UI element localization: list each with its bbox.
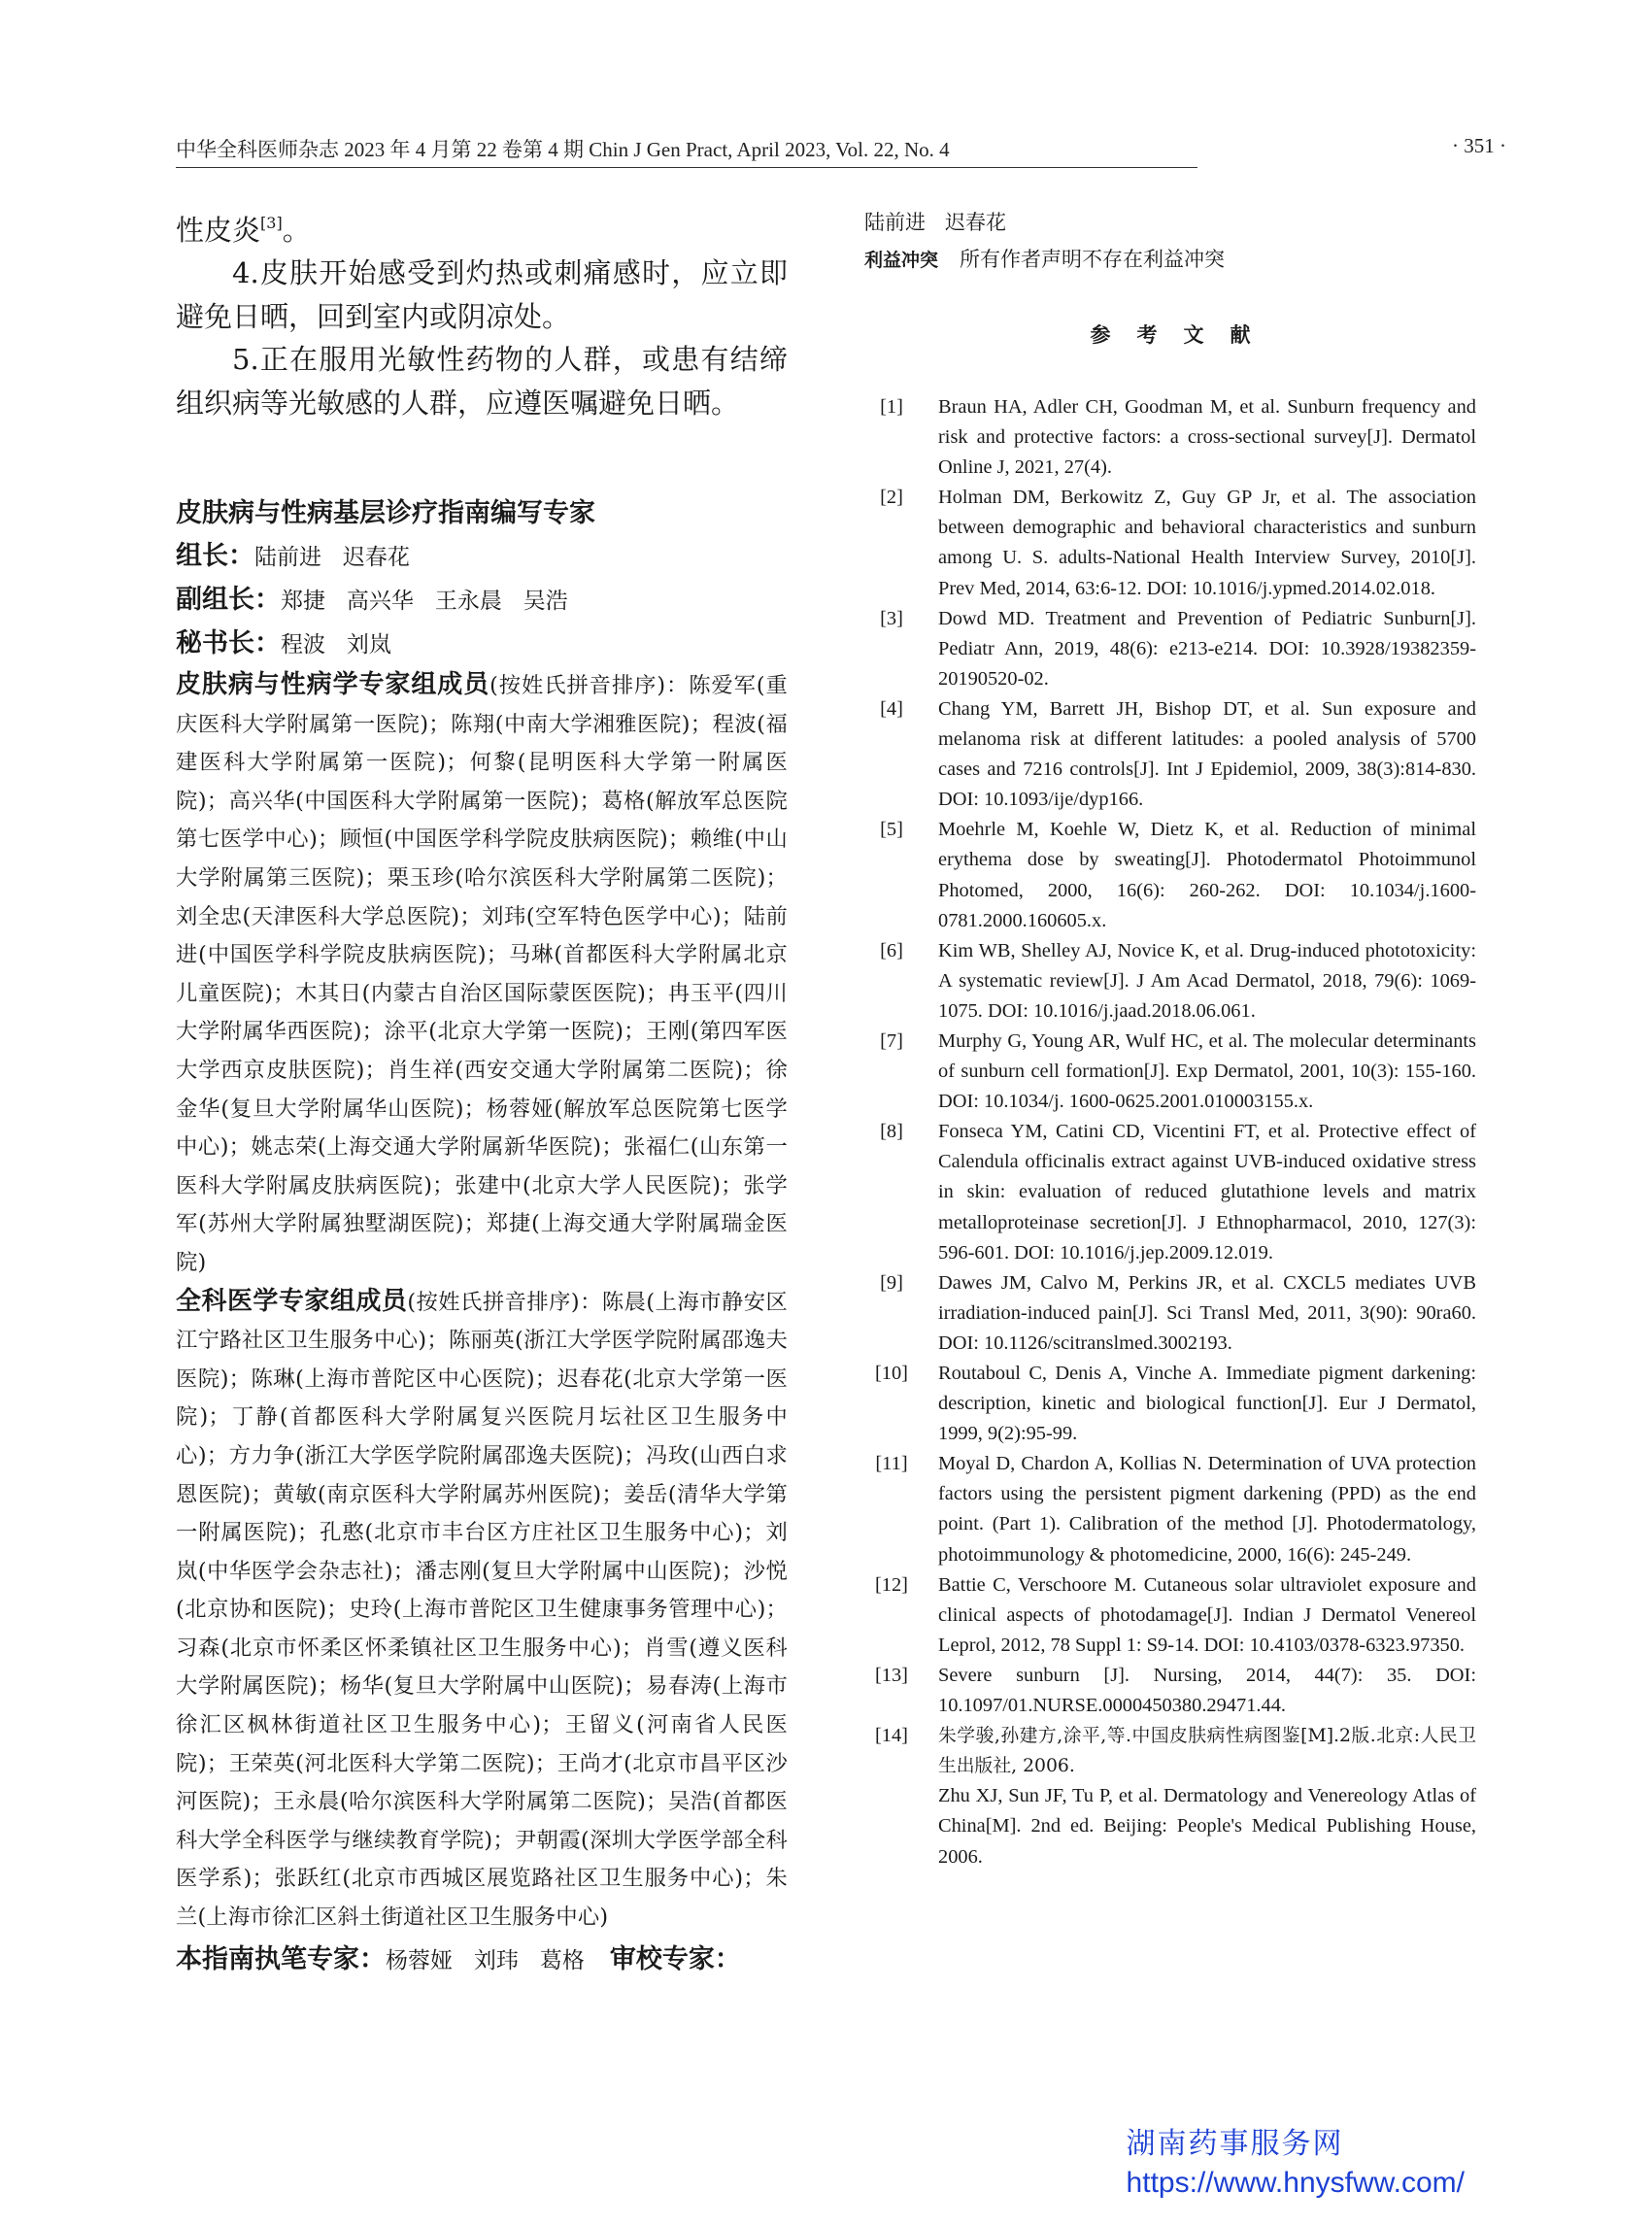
reference-number: [10] bbox=[875, 1363, 908, 1384]
derm-members-label: 皮肤病与性病学专家组成员 bbox=[176, 670, 490, 700]
paragraph-item-5: 5.正在服用光敏性药物的人群，或患有结缔组织病等光敏感的人群，应遵医嘱避免日晒。 bbox=[176, 343, 788, 420]
reference-item bbox=[864, 815, 1476, 935]
secretary-label: 秘书长： bbox=[176, 628, 281, 659]
writer-reviewer-line bbox=[176, 1938, 788, 1983]
reference-text: Routaboul C, Denis A, Vinche A. Immediate pigment darkening: description, kinetic and biological function[J]. Eur J Dermatol, 1999, 9(2):95-99. bbox=[938, 1363, 1476, 1445]
reference-item bbox=[864, 1449, 1476, 1569]
reference-number: [9] bbox=[880, 1271, 903, 1294]
leader-label: 组长： bbox=[176, 541, 254, 572]
reference-item bbox=[864, 1359, 1476, 1449]
reference-text: Zhu XJ, Sun JF, Tu P, et al. Dermatology and Venereology Atlas of China[M]. 2nd ed. Beijing: People's Medical Publishing House, 2006. bbox=[938, 1785, 1476, 1868]
reference-text-zh: 朱学骏,孙建方,涂平,等.中国皮肤病性病图鉴[M].2版.北京:人民卫生出版社, 2006. bbox=[938, 1726, 1476, 1777]
gp-expert-members bbox=[176, 1283, 788, 1938]
reference-text: Battie C, Verschoore M. Cutaneous solar ultraviolet exposure and clinical aspects of photodamage[J]. Indian J Dermatol Venereol Leprol, 2012, 78 Suppl 1: S9-14. DOI: 10.4103/0378-6323.97350. bbox=[938, 1573, 1476, 1656]
reviewer-label: 审校专家： bbox=[609, 1943, 741, 1974]
reference-item bbox=[864, 1268, 1476, 1359]
reference-text: Holman DM, Berkowitz Z, Guy GP Jr, et al. The association between demographic and behavioral characteristics and sunburn among U. S. adults-National Health Interview Survey, 2010[J]. Prev Med, 2014, 63:6-12. DOI: 10.1016/j.ypmed.2014.02.018. bbox=[938, 487, 1476, 599]
secretary-line bbox=[176, 623, 788, 666]
reference-list bbox=[864, 392, 1476, 1872]
paragraph-end: 。 bbox=[282, 214, 311, 247]
writer-label: 本指南执笔专家： bbox=[176, 1943, 386, 1974]
watermark-title: 湖南药事服务网 bbox=[1126, 2127, 1344, 2161]
running-header bbox=[176, 134, 1506, 165]
reference-number: [5] bbox=[880, 819, 903, 841]
reference-text: Fonseca YM, Catini CD, Vicentini FT, et al. Protective effect of Calendula officinalis extract against UVB-induced oxidative stress in skin: evaluation of reduced glutathione levels and matrix metalloproteinase secretion[J]. J Ethnopharmacol, 2010, 127(3): 596-601. DOI: 10.1016/j.jep.2009.12.019. bbox=[938, 1121, 1476, 1264]
reviewer-names: 陆前进 迟春花 bbox=[864, 211, 1007, 234]
right-column bbox=[864, 204, 1476, 1872]
reference-item bbox=[864, 694, 1476, 815]
derm-expert-members bbox=[176, 666, 788, 1283]
reference-number: [11] bbox=[875, 1453, 908, 1475]
reference-item bbox=[864, 392, 1476, 483]
reference-text: Moyal D, Chardon A, Kollias N. Determination of UVA protection factors using the persistent pigment darkening (PPD) as the end point. (Part 1). Calibration of the method [J]. Photodermatology, photoimmunology & photomedicine, 2000, 16(6): 245-249. bbox=[938, 1453, 1476, 1566]
paragraph-text: 性皮炎 bbox=[176, 214, 261, 247]
gp-members-list: (按姓氏拼音排序)：陈晨(上海市静安区江宁路社区卫生服务中心)；陈丽英(浙江大学医学院附属邵逸夫医院)；陈琳(上海市普陀区中心医院)；迟春花(北京大学第一医院)；丁静(首都医科大学附属复兴医院月坛社区卫生服务中心)；方力争(浙江大学医学院附属邵逸夫医院)；冯玫(山西白求恩医院)；黄敏(南京医科大学附属苏州医院)；姜岳(清华大学第一附属医院)；孔憨(北京市丰台区方庄社区卫生服务中心)；刘岚(中华医学会杂志社)；潘志刚(复旦大学附属中山医院)；沙悦(北京协和医院)；史玲(上海市普陀区卫生健康事务管理中心)；习森(北京市怀柔区怀柔镇社区卫生服务中心)；肖雪(遵义医科大学附属医院)；杨华(复旦大学附属中山医院)；易春涛(上海市徐汇区枫林街道社区卫生服务中心)；王留义(河南省人民医院)；王荣英(河北医科大学第二医院)；王尚才(北京市昌平区沙河医院)；王永晨(哈尔滨医科大学附属第二医院)；吴浩(首都医科大学全科医学与继续教育学院)；尹朝霞(深圳大学医学部全科医学系)；张跃红(北京市西城区展览路社区卫生服务中心)；朱兰(上海市徐汇区斜土街道社区卫生服务中心) bbox=[176, 1289, 788, 1931]
reference-number: [13] bbox=[875, 1664, 908, 1686]
site-watermark bbox=[1127, 2125, 1465, 2203]
reference-text: Chang YM, Barrett JH, Bishop DT, et al. Sun exposure and melanoma risk at different latitudes: a pooled analysis of 5700 cases and 7216 controls[J]. Int J Epidemiol, 2009, 38(3):814-830. DOI: 10.1093/ije/dyp166. bbox=[938, 697, 1476, 811]
reference-text: Murphy G, Young AR, Wulf HC, et al. The molecular determinants of sunburn cell formation[J]. Exp Dermatol, 2001, 10(3): 155-160. DOI: 10.1034/j. 1600-0625.2001.010003155.x. bbox=[938, 1029, 1476, 1113]
section-title: 皮肤病与性病基层诊疗指南编写专家 bbox=[176, 498, 595, 529]
citation-ref[interactable]: [3] bbox=[260, 214, 283, 232]
leader-line bbox=[176, 535, 788, 579]
vice-leader-names: 郑捷 高兴华 王永晨 吴浩 bbox=[281, 589, 568, 615]
reference-item bbox=[864, 1661, 1476, 1721]
reference-number: [8] bbox=[880, 1121, 903, 1143]
reference-item bbox=[864, 1570, 1476, 1661]
conflict-statement bbox=[864, 241, 1476, 279]
reference-number: [6] bbox=[880, 939, 903, 961]
reference-text: Dawes JM, Calvo M, Perkins JR, et al. CXCL5 mediates UVB irradiation-induced pain[J]. Sci Transl Med, 2011, 3(90): 90ra60. DOI: 10.1126/scitranslmed.3002193. bbox=[938, 1271, 1476, 1354]
reference-text: Severe sunburn [J]. Nursing, 2014, 44(7): 35. DOI: 10.1097/01.NURSE.0000450380.29471.44. bbox=[938, 1664, 1476, 1717]
header-divider bbox=[176, 167, 1197, 168]
reference-number: [14] bbox=[875, 1725, 908, 1747]
reference-number: [4] bbox=[880, 697, 903, 720]
page-number: · 351 · bbox=[1452, 134, 1506, 157]
gp-members-label: 全科医学专家组成员 bbox=[176, 1286, 408, 1316]
reference-item bbox=[864, 1027, 1476, 1117]
references-heading: 参考文献 bbox=[1090, 323, 1277, 347]
derm-members-list: (按姓氏拼音排序)：陈爱军(重庆医科大学附属第一医院)；陈翔(中南大学湘雅医院)；程波(福建医科大学附属第一医院)；何黎(昆明医科大学第一附属医院)；高兴华(中国医科大学附属第一医院)；葛格(解放军总医院第七医学中心)；顾恒(中国医学科学院皮肤病医院)；赖维(中山大学附属第三医院)；栗玉珍(哈尔滨医科大学附属第二医院)；刘全忠(天津医科大学总医院)；刘玮(空军特色医学中心)；陆前进(中国医学科学院皮肤病医院)；马琳(首都医科大学附属北京儿童医院)；木其日(内蒙古自治区国际蒙医医院)；冉玉平(四川大学附属华西医院)；涂平(北京大学第一医院)；王刚(第四军医大学西京皮肤医院)；肖生祥(西安交通大学附属第二医院)；徐金华(复旦大学附属华山医院)；杨蓉娅(解放军总医院第七医学中心)；姚志荣(上海交通大学附属新华医院)；张福仁(山东第一医科大学附属皮肤病医院)；张建中(北京大学人民医院)；张学军(苏州大学附属独墅湖医院)；郑捷(上海交通大学附属瑞金医院) bbox=[176, 673, 788, 1275]
reference-item bbox=[864, 1117, 1476, 1267]
conflict-text: 所有作者声明不存在利益冲突 bbox=[960, 248, 1226, 271]
reference-number: [2] bbox=[880, 487, 903, 509]
journal-citation: 中华全科医师杂志 2023 年 4 月第 22 卷第 4 期 Chin J Gen Pract, April 2023, Vol. 22, No. 4 bbox=[176, 138, 950, 161]
reference-text: Dowd MD. Treatment and Prevention of Pediatric Sunburn[J]. Pediatr Ann, 2019, 48(6): e213-e214. DOI: 10.3928/19382359-20190520-02. bbox=[938, 607, 1476, 690]
writer-names: 杨蓉娅 刘玮 葛格 bbox=[386, 1947, 585, 1973]
reference-text: Kim WB, Shelley AJ, Novice K, et al. Drug-induced phototoxicity: A systematic review[J]. J Am Acad Dermatol, 2018, 79(6): 1069-1075. DOI: 10.1016/j.jaad.2018.06.061. bbox=[938, 939, 1476, 1022]
left-column bbox=[176, 202, 788, 1983]
reference-number: [12] bbox=[875, 1573, 908, 1596]
reference-text: Braun HA, Adler CH, Goodman M, et al. Sunburn frequency and risk and protective factors: a cross-sectional survey[J]. Dermatol Online J, 2021, 27(4). bbox=[938, 396, 1476, 479]
paragraph-continued bbox=[176, 202, 788, 252]
vice-leader-line bbox=[176, 579, 788, 623]
secretary-names: 程波 刘岚 bbox=[281, 632, 391, 658]
reference-number: [1] bbox=[880, 396, 903, 418]
reference-number: [3] bbox=[880, 607, 903, 629]
conflict-label: 利益冲突 bbox=[864, 250, 939, 271]
reference-text: Moehrle M, Koehle W, Dietz K, et al. Reduction of minimal erythema dose by sweating[J]. Photodermatol Photoimmunol Photomed, 2000, 16(6): 260-262. DOI: 10.1034/j.1600-0781.2000.160605.x. bbox=[938, 819, 1476, 931]
leader-names: 陆前进 迟春花 bbox=[254, 545, 410, 571]
paragraph-item-4: 4.皮肤开始感受到灼热或刺痛感时，应立即避免日晒，回到室内或阴凉处。 bbox=[176, 256, 788, 333]
reference-item bbox=[864, 936, 1476, 1027]
reference-item bbox=[864, 1721, 1476, 1871]
watermark-url[interactable]: https://www.hnysfww.com/ bbox=[1126, 2167, 1465, 2199]
reference-number: [7] bbox=[880, 1029, 903, 1052]
vice-leader-label: 副组长： bbox=[176, 585, 281, 616]
reference-item bbox=[864, 604, 1476, 694]
reference-item bbox=[864, 483, 1476, 603]
